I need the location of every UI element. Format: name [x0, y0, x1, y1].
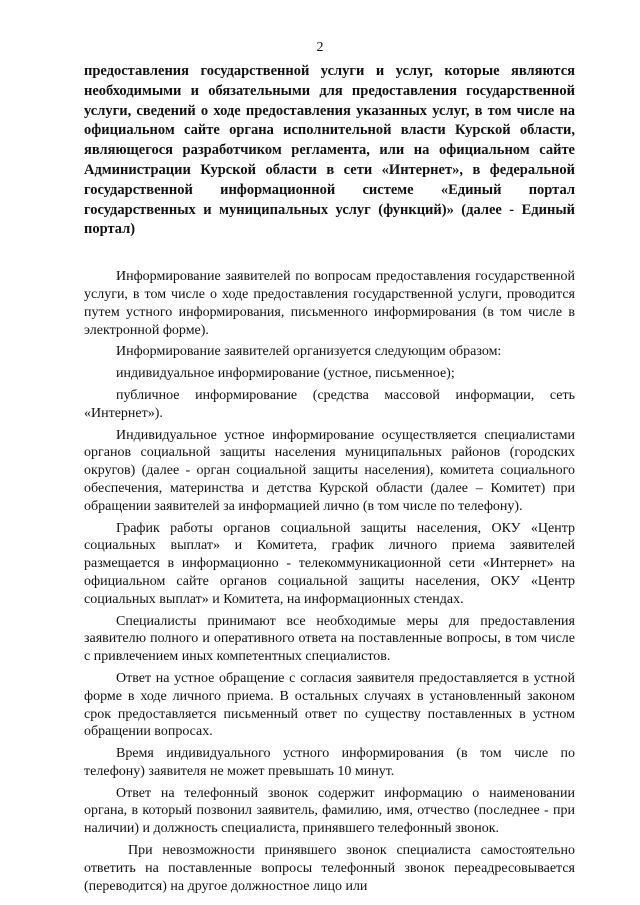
paragraph: Ответ на телефонный звонок содержит информацию о наименовании органа, в который позвонил заявитель, фамилию, имя, отчество (последнее - при наличии) и должность специалиста, принявшего телефонный звонок.: [84, 785, 575, 837]
paragraph: публичное информирование (средства массовой информации, сеть «Интернет»).: [84, 387, 575, 421]
paragraph: Ответ на устное обращение с согласия заявителя предоставляется в устной форме в ходе личного приема. В остальных случаях в установленный законом срок предоставляется письменный ответ по существу поставленных в устном обращении вопросах.: [84, 670, 575, 740]
paragraph: График работы органов социальной защиты населения, ОКУ «Центр социальных выплат» и Комитета, график личного приема заявителей размещается в информационно - телекоммуникационной сети «Интернет» на официальном сайте органов социальной защиты населения, ОКУ «Центр социальных выплат» и Комитета, на информационных стендах.: [84, 520, 575, 607]
paragraph: Информирование заявителей организуется следующим образом:: [116, 344, 502, 360]
paragraph: Специалисты принимают все необходимые меры для предоставления заявителю полного и оперативного ответа на поставленные вопросы, в том числе с привлечением иных компетентных специалистов.: [84, 613, 575, 665]
paragraph: Индивидуальное устное информирование осуществляется специалистами органов социальной защиты населения муниципальных районов (городских округов) (далее - орган социальной защиты населения), комитета социального обеспечения, материнства и детства Курской области (далее – Комитет) при обращении заявителей за информацией лично (в том числе по телефону).: [84, 427, 575, 514]
section-heading: предоставления государственной услуги и услуг, которые являются необходимыми и обязательными для предоставления государственной услуги, сведений о ходе предоставления указанных услуг, в том числе на официальном сайте органа исполнительной власти Курской области, являющегося разработчиком регламента, или на официальном сайте Администрации Курской области в сети «Интернет», в федеральной государственной информационной системе «Единый портал государственных и муниципальных услуг (функций)» (далее - Единый портал): [84, 63, 575, 238]
paragraph: индивидуальное информирование (устное, письменное);: [116, 366, 455, 382]
paragraph: Информирование заявителей по вопросам предоставления государственной услуги, в том числе о ходе предоставления государственной услуги, проводится путем устного информирования, письменного информирования (в том числе в электронной форме).: [84, 269, 575, 338]
document-body: [84, 62, 575, 899]
paragraph: Время индивидуального устного информирования (в том числе по телефону) заявителя не может превышать 10 минут.: [84, 746, 575, 779]
page-number: 2: [316, 40, 324, 55]
paragraph: При невозможности принявшего звонок специалиста самостоятельно ответить на поставленные вопросы телефонный звонок переадресовывается (переводится) на другое должностное лицо или: [84, 843, 575, 894]
